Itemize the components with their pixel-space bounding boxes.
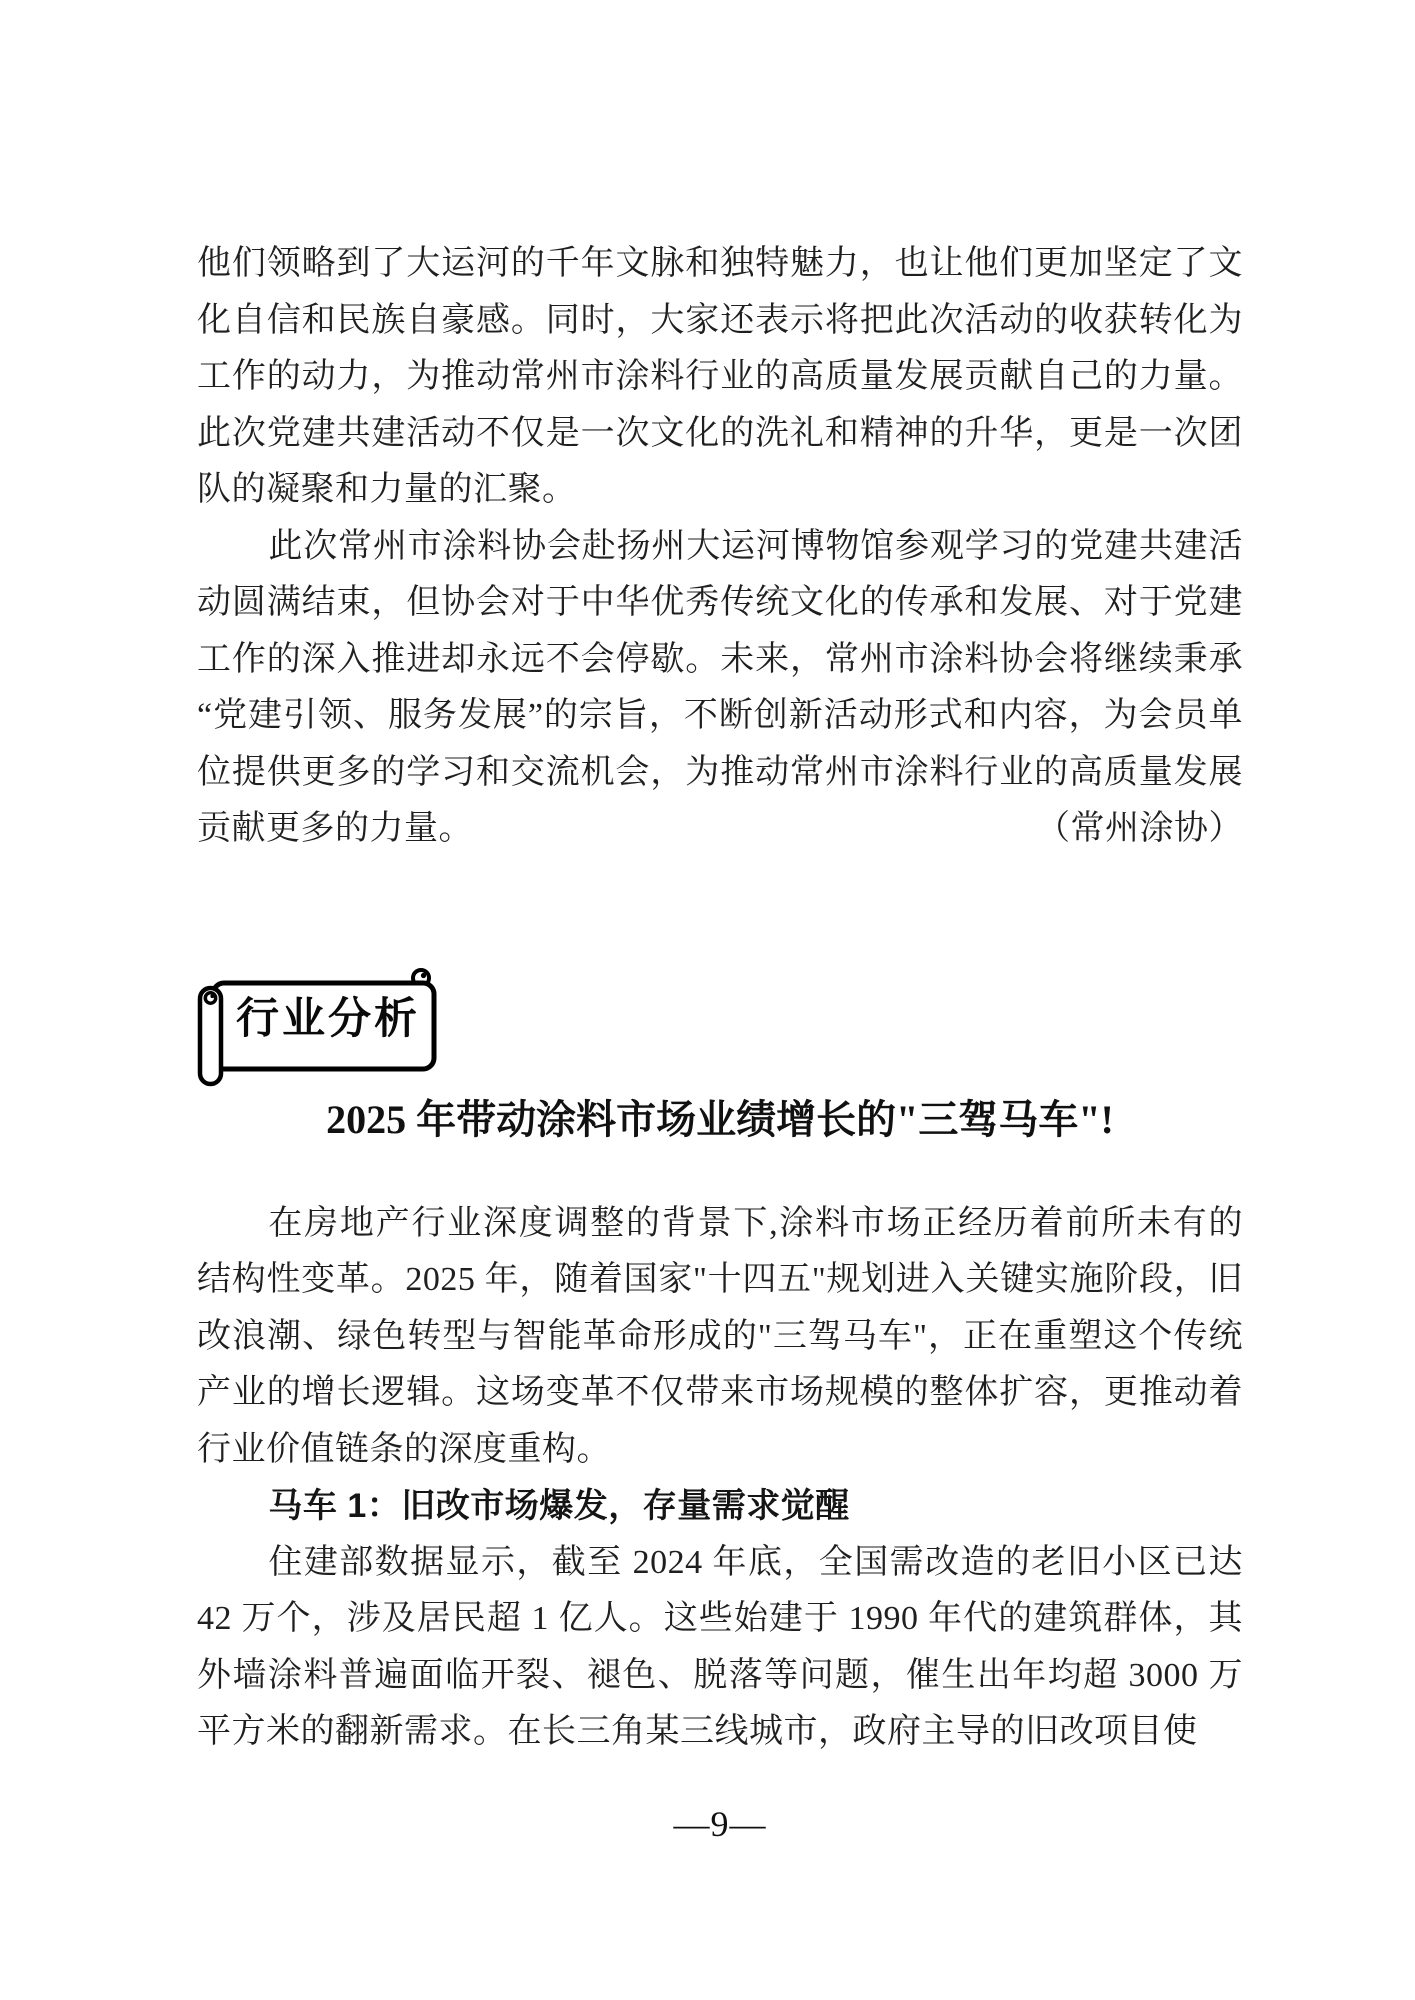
conclusion-paragraph-2 — [197, 519, 1243, 858]
article-title: 2025 年带动涂料市场业绩增长的"三驾马车"! — [326, 1096, 1114, 1142]
conclusion-paragraph-2-text: 此次常州市涂料协会赴扬州大运河博物馆参观学习的党建共建活动圆满结束，但协会对于中华优秀传统文化的传承和发展、对于党建工作的深入推进却永远不会停歇。未来，常州市涂料协会将继续秉承“党建引领、服务发展”的宗旨，不断创新活动形式和内容，为会员单位提供更多的学习和交流机会，为推动常州市涂料行业的高质量发展贡献更多的力量。 — [197, 527, 1243, 847]
page-text-column — [197, 0, 1243, 1761]
industry-intro-paragraph: 在房地产行业深度调整的背景下,涂料市场正经历着前所未有的结构性变革。2025 年，随着国家"十四五"规划进入关键实施阶段，旧改浪潮、绿色转型与智能革命形成的"三驾马车"，正在重塑这个传统产业的增长逻辑。这场变革不仅带来市场规模的整体扩容，更推动着行业价值链条的深度重构。 — [197, 1204, 1243, 1468]
section-banner — [197, 964, 443, 1088]
conclusion-paragraph-1: 他们领略到了大运河的千年文脉和独特魅力，也让他们更加坚定了文化自信和民族自豪感。同时，大家还表示将把此次活动的收获转化为工作的动力，为推动常州市涂料行业的高质量发展贡献自己的力量。此次党建共建活动不仅是一次文化的洗礼和精神的升华，更是一次团队的凝聚和力量的汇聚。 — [197, 245, 1243, 508]
section-banner-label: 行业分析 — [236, 995, 420, 1043]
subheading-horse-1: 马车 1：旧改市场爆发，存量需求觉醒 — [268, 1487, 850, 1525]
page-number: —9— — [673, 1804, 767, 1844]
byline: （常州涂协） — [1036, 810, 1243, 847]
horse-1-paragraph: 住建部数据显示，截至 2024 年底，全国需改造的老旧小区已达 42 万个，涉及居民超 1 亿人。这些始建于 1990 年代的建筑群体，其外墙涂料普遍面临开裂、褪色、脱落等问题，催生出年均超 3000 万平方米的翻新需求。在长三角某三线城市，政府主导的旧改项目使 — [197, 1543, 1243, 1750]
